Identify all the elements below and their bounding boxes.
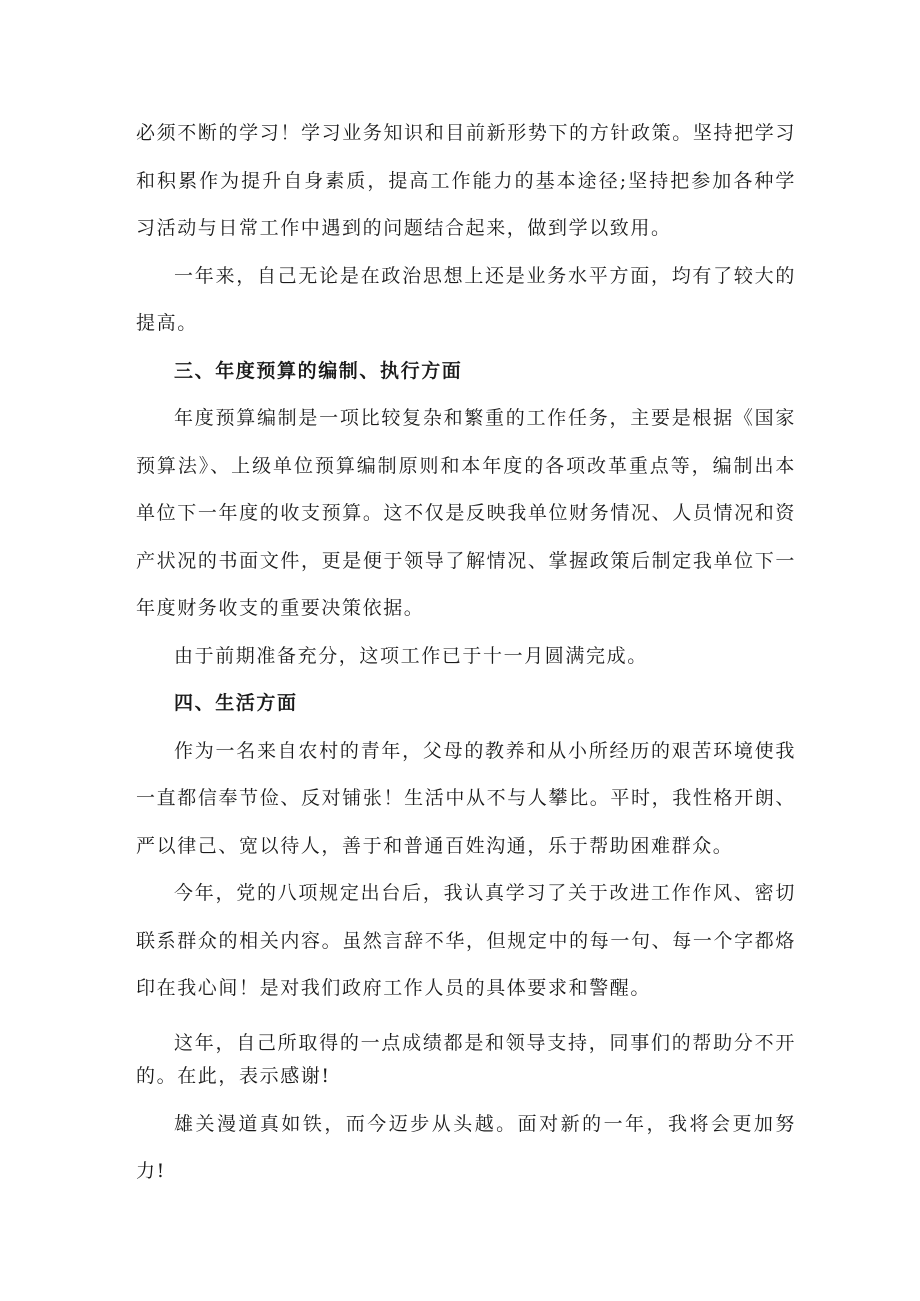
paragraph-continued: 必须不断的学习！学习业务知识和目前新形势下的方针政策。坚持把学习和积累作为提升自身素质，提高工作能力的基本途径;坚持把参加各种学习活动与日常工作中遇到的问题结合起来，做到学以致用。	[136, 122, 796, 239]
paragraph-thanks: 这年，自己所取得的一点成绩都是和领导支持，同事们的帮助分不开的。在此，表示感谢!	[136, 1031, 796, 1087]
document-page	[136, 110, 796, 1196]
paragraph-budget: 年度预算编制是一项比较复杂和繁重的工作任务，主要是根据《国家预算法》、上级单位预算编制原则和本年度的各项改革重点等，编制出本单位下一年度的收支预算。这不仅是反映我单位财务情况、人员情况和资产状况的书面文件，更是便于领导了解情况、掌握政策后制定我单位下一年度财务收支的重要决策依据。	[136, 407, 796, 619]
paragraph-progress: 一年来，自己无论是在政治思想上还是业务水平方面，均有了较大的提高。	[136, 264, 796, 334]
paragraph-life: 作为一名来自农村的青年，父母的教养和从小所经历的艰苦环境使我一直都信奉节俭、反对铺张！生活中从不与人攀比。平时，我性格开朗、严以律己、宽以待人，善于和普通百姓沟通，乐于帮助困难群众。	[136, 739, 796, 857]
spacer	[136, 1013, 796, 1027]
spacer	[136, 1093, 796, 1101]
paragraph-budget-complete: 由于前期准备充分，这项工作已于十一月圆满完成。	[174, 644, 648, 667]
section-heading-budget: 三、年度预算的编制、执行方面	[174, 359, 463, 382]
section-heading-life: 四、生活方面	[174, 692, 298, 714]
paragraph-regulations: 今年，党的八项规定出台后，我认真学习了关于改进工作作风、密切联系群众的相关内容。虽然言辞不华，但规定中的每一句、每一个字都烙印在我心间！是对我们政府工作人员的具体要求和警醒。	[136, 882, 796, 999]
paragraph-closing: 雄关漫道真如铁，而今迈步从头越。面对新的一年，我将会更加努力!	[136, 1112, 796, 1182]
